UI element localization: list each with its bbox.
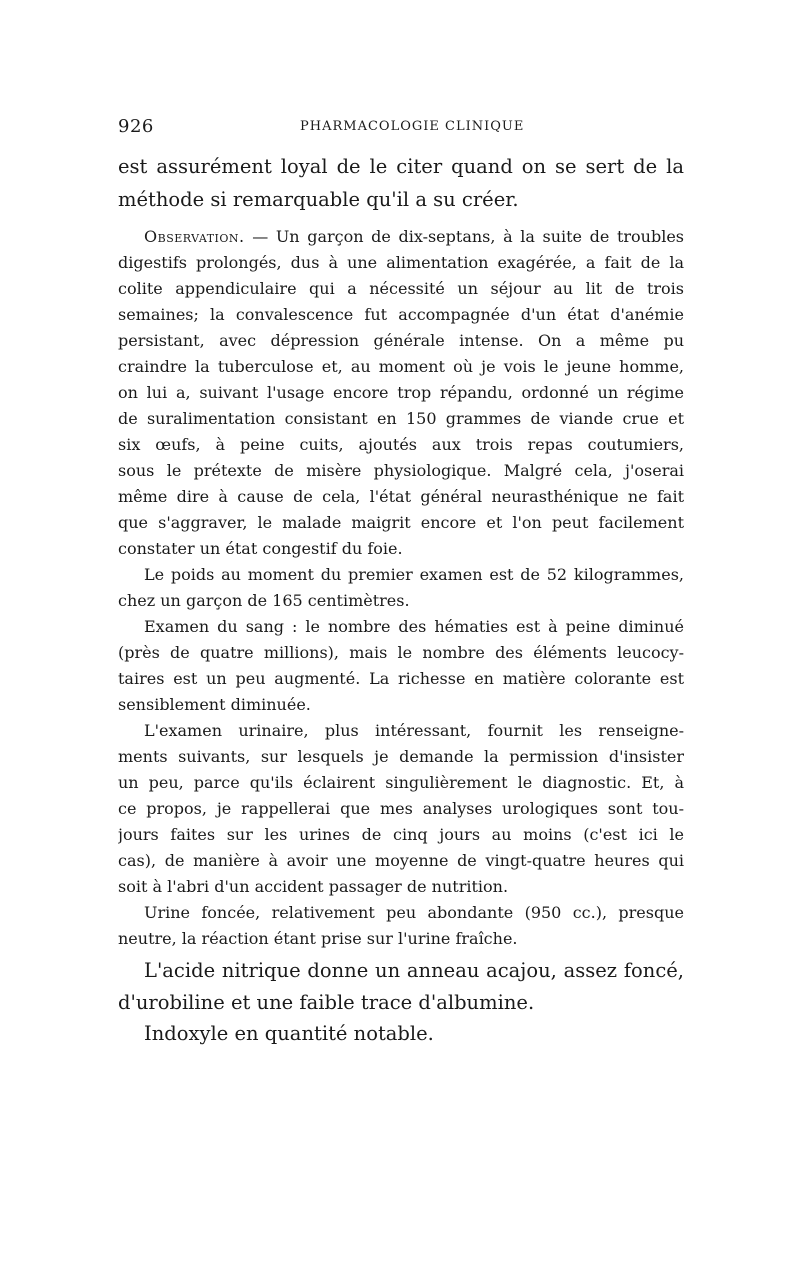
text-line: Urine foncée, relativement peu abondante (950 cc.), presque [144, 903, 684, 922]
text-line: ce propos, je rappellerai que mes analyses urologiques sont tou- [118, 799, 684, 818]
text-line: neutre, la réaction étant prise sur l'urine fraîche. [118, 929, 518, 948]
text-line: digestifs prolongés, dus à une alimentation exagérée, a fait de la [118, 253, 684, 272]
text-line: persistant, avec dépression générale intense. On a même pu [118, 331, 684, 350]
text-line: Le poids au moment du premier examen est de 52 kilogrammes, [144, 565, 684, 584]
text-line: craindre la tuberculose et, au moment où je vois le jeune homme, [118, 357, 684, 376]
running-head: PHARMACOLOGIE CLINIQUE [300, 119, 525, 134]
observation-paragraphs [118, 224, 684, 952]
text-line: que s'aggraver, le malade maigrit encore et l'on peut facilement [118, 513, 684, 532]
text-line [118, 224, 684, 250]
text-line: chez un garçon de 165 centimètres. [118, 591, 410, 610]
page-number: 926 [118, 116, 154, 137]
text-line: Examen du sang : le nombre des hématies est à peine diminué [144, 617, 684, 636]
text-line: jours faites sur les urines de cinq jours au moins (c'est ici le [118, 825, 684, 844]
text-line: ments suivants, sur lesquels je demande la permission d'insister [118, 747, 684, 766]
text-line: taires est un peu augmenté. La richesse en matière colorante est [118, 669, 684, 688]
text-line: cas), de manière à avoir une moyenne de vingt-quatre heures qui [118, 851, 684, 870]
observation-intro: — Un garçon de dix-septans, à la suite de troubles [244, 227, 684, 246]
text-line: L'examen urinaire, plus intéressant, fournit les renseigne- [144, 721, 684, 740]
text-line: on lui a, suivant l'usage encore trop répandu, ordonné un régime [118, 383, 684, 402]
text-line: constater un état congestif du foie. [118, 539, 403, 558]
text-line: méthode si remarquable qu'il a su créer. [118, 188, 519, 211]
text-line: un peu, parce qu'ils éclairent singulièrement le diagnostic. Et, à [118, 773, 684, 792]
text-line: de suralimentation consistant en 150 grammes de viande crue et [118, 409, 684, 428]
text-line: six œufs, à peine cuits, ajoutés aux trois repas coutumiers, [118, 435, 684, 454]
observation-label: Observation. [144, 227, 245, 246]
text-line: (près de quatre millions), mais le nombre des éléments leucocy- [118, 643, 684, 662]
text-line: colite appendiculaire qui a nécessité un séjour au lit de trois [118, 279, 684, 298]
page-header [118, 116, 688, 138]
text-line: L'acide nitrique donne un anneau acajou, assez foncé, [144, 959, 684, 982]
findings-paragraph [118, 955, 684, 1050]
lead-paragraph [118, 150, 684, 216]
text-line: soit à l'abri d'un accident passager de nutrition. [118, 877, 509, 896]
text-line: semaines; la convalescence fut accompagnée d'un état d'anémie [118, 305, 684, 324]
text-line: sous le prétexte de misère physiologique. Malgré cela, j'oserai [118, 461, 684, 480]
text-line: est assurément loyal de le citer quand on se sert de la [118, 155, 684, 178]
text-line: même dire à cause de cela, l'état général neurasthénique ne fait [118, 487, 684, 506]
text-line: d'urobiline et une faible trace d'albumine. [118, 990, 535, 1014]
text-line: sensiblement diminuée. [118, 695, 311, 714]
text-line: Indoxyle en quantité notable. [144, 1022, 434, 1045]
